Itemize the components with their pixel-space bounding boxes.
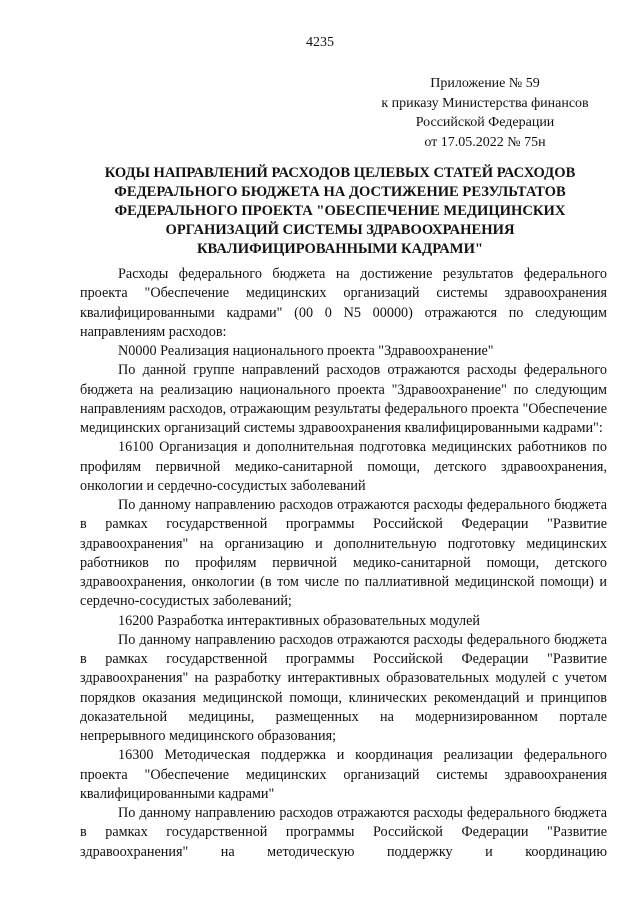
intro-paragraph: Расходы федерального бюджета на достижение результатов федерального проекта "Обеспечение медицинских организаций системы здравоохранения квалифицированными кадрами" (00 0 N5 00000) отражаются по следующим направлениям расходов: xyxy=(80,266,607,340)
code-heading-16300: 16300 Методическая поддержка и координация реализации федерального проекта "Обеспечение медицинских организаций системы здравоохранения квалифицированными кадрами" xyxy=(80,747,607,802)
code-description-16200: По данному направлению расходов отражаются расходы федерального бюджета в рамках государственной программы Российской Федерации "Развитие здравоохранения" на разработку интерактивных образовательных модулей с учетом порядков оказания медицинской помощи, клинических рекомендаций и принципов доказательной медицины, размещенных на модернизированном портале непрерывного медицинского образования; xyxy=(80,631,607,744)
page-number: 4235 xyxy=(306,35,334,50)
code-description-16300: По данному направлению расходов отражаются расходы федерального бюджета в рамках государственной программы Российской Федерации "Развитие здравоохранения" на методическую поддержку и координацию xyxy=(80,805,607,860)
group-description: По данной группе направлений расходов отражаются расходы федерального бюджета на реализацию национального проекта "Здравоохранение" по следующим направлениям расходов, отражающим результаты федерального проекта "Обеспечение медицинских организаций системы здравоохранения квалифицированными кадрами": xyxy=(80,362,607,436)
appendix-number: Приложение № 59 xyxy=(430,76,540,91)
appendix-header xyxy=(360,74,610,152)
appendix-order: к приказу Министерства финансов xyxy=(381,95,589,111)
document-body xyxy=(80,265,607,862)
appendix-date: от 17.05.2022 № 75н xyxy=(424,134,546,150)
code-heading-16100: 16100 Организация и дополнительная подготовка медицинских работников по профилям первичной медико-санитарной помощи, детского здравоохранения, онкологии и сердечно-сосудистых заболеваний xyxy=(80,439,607,494)
appendix-authority: Российской Федерации xyxy=(415,115,555,130)
document-title: КОДЫ НАПРАВЛЕНИЙ РАСХОДОВ ЦЕЛЕВЫХ СТАТЕЙ РАСХОДОВ ФЕДЕРАЛЬНОГО БЮДЖЕТА НА ДОСТИЖЕНИЕ РЕЗУЛЬТАТОВ ФЕДЕРАЛЬНОГО ПРОЕКТА "ОБЕСПЕЧЕНИЕ МЕДИЦИНСКИХ ОРГАНИЗАЦИЙ СИСТЕМЫ ЗДРАВООХРАНЕНИЯ КВАЛИФИЦИРОВАННЫМИ КАДРАМИ" xyxy=(104,165,576,257)
code-heading-16200: 16200 Разработка интерактивных образовательных модулей xyxy=(118,612,480,629)
code-heading-n0000: N0000 Реализация национального проекта "Здравоохранение" xyxy=(118,343,494,359)
code-description-16100: По данному направлению расходов отражаются расходы федерального бюджета в рамках государственной программы Российской Федерации "Развитие здравоохранения" на организацию и дополнительную подготовку медицинских работников по профилям первичной медико-санитарной помощи, детского здравоохранения, онкологии (в том числе по паллиативной медицинской помощи) и сердечно-сосудистых заболеваний; xyxy=(80,497,607,610)
